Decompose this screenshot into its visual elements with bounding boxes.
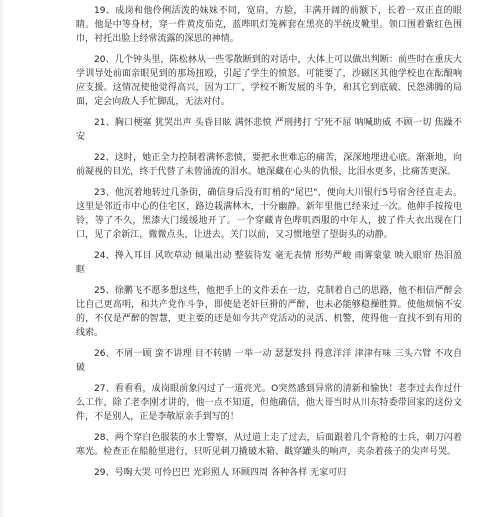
paragraph-24: 24、搀入耳目 风吹草动 倾巢出动 整装待发 毫无表情 形势严峻 雨雾蒙蒙 映入眼帘 热泪盈眶 [76,251,462,275]
paragraph-27: 27、看看看，成岗眼前象闪过了一道亮光。O突然感到异常的清新和愉快！老李过去作过什么工作，除了老李刚才讲的，他一点不知道，但他确信，他大哥当时从川东特委带回家的这份文件，不是别人，正是李敬原亲手到写的！ [76,384,462,422]
paragraph-20: 20、几个钟头里，陈松林从一些零散断到的对话中，大体上可以做出判断：前些时在重庆大学训导处前面亲眼见到的那场扭殴，引起了学生的愤怒。可能要了，沙磁区其他学校也在酝酿响应支援。这情况使他觉得高兴，因为工厂，学校不断发展的斗争，和其它到底破、民怨沸腾的局面，定会向敌人手忙脚乱，无法对付。 [76,55,462,107]
paragraph-23: 23、他沉着地转过几条街，确信身后没有盯梢的"尾巴"，便向大川银行5号宿舍径直走去。这里是邻近市中心的住宅区，路边栽满林木，十分幽静。新年里他已经来过一次。他伸手按按电铃，等了不久，黑漆大门缓缓地开了。一个穿藏青色哔叽西服的中年人，披了件大衣出现在门口，见了余新江，微微点头，让进去。关门以前，又习惯地望了望街头的动静。 [76,188,462,240]
paragraph-19: 19、成岗和他伶俐活泼的妹妹不同，宽肩，方脸，丰满开阔的前额下，长着一双正直的眼睛。他是中等身材，穿一件黄皮茄克，蓝哔叽灯笼裤套在黑亮的半统皮靴里。领口围着紫红色围巾，衬托出脸上经常流露的深思的神情。 [76,6,462,44]
paragraph-29: 29、号啕大哭 可怜巴巴 光彩照人 环顾四周 各种各样 无家可归 [94,468,347,478]
paragraph-22: 22、这时，她正全力控制着满怀悲愤，要把永世难忘的痛苦，深深地埋进心底。渐渐地，向前凝视的目光，终于代替了未曾涌流的泪水。她深藏在心头的仇恨，比泪水更多，比痛苦更深。 [76,153,462,177]
paragraph-28: 28、两个穿白色服装的水上警察，从过道上走了过去，后面跟着几个背枪的士兵，刺刀闪着寒光。检查正在船舱里进行，只听见刺刀撬破木箱、戳穿罐头的响声，夹杂着孩子的尖声号哭。 [76,433,462,457]
paragraph-21: 21、胸口梗塞 犹哭出声 头昏目眩 满怀悲愤 严刑拷打 宁死不屈 呐喊助威 不顾一切 焦躁不安 [76,118,462,142]
paragraph-26: 26、不屑一顾 蛮不讲理 目不转睛 一举一动 瑟瑟发抖 得意洋洋 津津有味 三头六臂 不攻自破 [76,349,462,373]
paragraph-25: 25、徐鹏飞不愿多想这些，他把手上的文件丢在一边，克制着自己的思路，他不相信严醉会比自己更高明，和共产党作斗争，即使是老奸巨猾的严醉，也未必能够稳操胜算。使他烦恼不安的，不仅是严醉的智慧，更主要的还是如今共产党活动的灵活、机警，使得他一直找不到有用的线索。 [76,286,462,338]
